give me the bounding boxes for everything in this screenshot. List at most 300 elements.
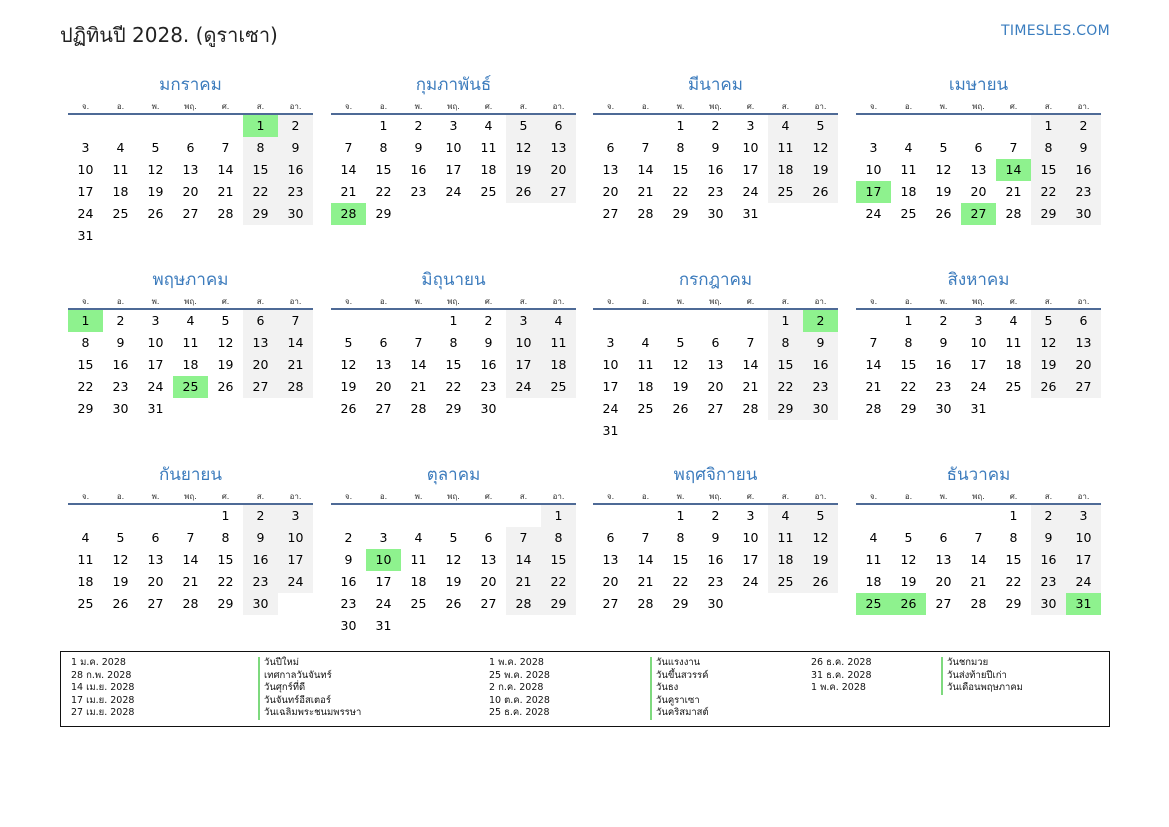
day-cell: 8 — [81, 335, 90, 350]
legend-holiday-name: วันคูราเซา — [656, 694, 700, 706]
month-calendar — [593, 265, 838, 442]
day-cell: 29 — [768, 398, 803, 420]
day-blank — [436, 505, 471, 527]
legend-date: 17 เม.ย. 2028 — [71, 694, 135, 706]
holiday-day-cell: 1 — [243, 115, 278, 137]
day-cell: 9 — [278, 137, 313, 159]
day-cell: 9 — [711, 140, 720, 155]
day-cell: 9 — [1031, 527, 1066, 549]
day-cell: 16 — [340, 574, 357, 589]
day-cell: 15 — [672, 552, 689, 567]
day-cell: 8 — [243, 137, 278, 159]
day-cell: 17 — [147, 357, 164, 372]
day-cell: 25 — [77, 596, 94, 611]
day-cell: 18 — [768, 159, 803, 181]
day-cell: 11 — [768, 137, 803, 159]
day-cell: 14 — [410, 357, 427, 372]
day-cell: 16 — [112, 357, 129, 372]
day-cell: 26 — [803, 181, 838, 203]
day-cell: 12 — [935, 162, 952, 177]
weekday-label: อา. — [552, 492, 565, 501]
day-cell: 7 — [506, 527, 541, 549]
day-cell: 13 — [935, 552, 952, 567]
day-cell: 7 — [344, 140, 353, 155]
weekday-label: ศ. — [1009, 297, 1018, 306]
day-grid — [331, 505, 576, 637]
weekday-label: พฤ. — [709, 297, 722, 306]
legend-holiday-name: วันจันทร์อีสเตอร์ — [264, 694, 331, 706]
day-cell: 21 — [182, 574, 199, 589]
day-blank — [733, 310, 768, 332]
day-cell: 6 — [939, 530, 948, 545]
legend-holiday-name: วันชกมวย — [947, 657, 989, 668]
day-cell: 21 — [410, 379, 427, 394]
day-cell: 4 — [414, 530, 423, 545]
weekday-label: จ. — [344, 297, 353, 306]
day-cell: 11 — [1005, 335, 1022, 350]
month-calendar — [856, 460, 1101, 615]
weekday-header — [856, 295, 1101, 310]
day-cell: 18 — [182, 357, 199, 372]
day-cell: 14 — [637, 552, 654, 567]
weekday-label: ส. — [519, 492, 528, 501]
day-blank — [366, 505, 401, 527]
weekday-label: พ. — [676, 297, 685, 306]
day-cell: 12 — [803, 527, 838, 549]
day-cell: 10 — [278, 527, 313, 549]
day-blank — [628, 310, 663, 332]
day-cell: 17 — [970, 357, 987, 372]
day-grid — [331, 310, 576, 420]
day-blank — [593, 310, 628, 332]
day-cell: 13 — [147, 552, 164, 567]
weekday-header — [68, 100, 313, 115]
day-cell: 5 — [221, 313, 230, 328]
day-cell: 10 — [506, 332, 541, 354]
day-cell: 27 — [182, 206, 199, 221]
day-cell: 8 — [768, 332, 803, 354]
day-cell: 22 — [672, 184, 689, 199]
day-cell: 7 — [974, 530, 983, 545]
legend-holiday-name: วันขึ้นสวรรค์ — [656, 669, 709, 681]
weekday-label: พ. — [939, 102, 948, 111]
day-cell: 17 — [742, 552, 759, 567]
weekday-label: ศ. — [221, 492, 230, 501]
weekday-label: พฤ. — [972, 297, 985, 306]
weekday-label: พฤ. — [184, 492, 197, 501]
day-cell: 12 — [1031, 332, 1066, 354]
day-cell: 15 — [541, 549, 576, 571]
weekday-label: พ. — [414, 492, 423, 501]
day-cell: 12 — [445, 552, 462, 567]
day-cell: 19 — [147, 184, 164, 199]
day-cell: 5 — [506, 115, 541, 137]
day-cell: 31 — [147, 401, 164, 416]
day-cell: 16 — [1066, 159, 1101, 181]
day-cell: 18 — [541, 354, 576, 376]
weekday-label: อ. — [904, 102, 913, 111]
day-cell: 15 — [445, 357, 462, 372]
day-cell: 9 — [344, 552, 353, 567]
day-cell: 24 — [970, 379, 987, 394]
day-cell: 16 — [480, 357, 497, 372]
day-cell: 26 — [1031, 376, 1066, 398]
day-cell: 15 — [375, 162, 392, 177]
legend-date: 26 ธ.ค. 2028 — [811, 657, 872, 668]
day-cell: 30 — [935, 401, 952, 416]
day-cell: 28 — [865, 401, 882, 416]
day-cell: 7 — [641, 530, 650, 545]
day-cell: 24 — [865, 206, 882, 221]
holiday-day-cell: 17 — [856, 181, 891, 203]
weekday-header — [331, 295, 576, 310]
weekday-label: จ. — [344, 492, 353, 501]
day-cell: 17 — [506, 354, 541, 376]
month-title: กุมภาพันธ์ — [415, 75, 492, 95]
day-cell: 19 — [900, 574, 917, 589]
weekday-label: อา. — [814, 492, 827, 501]
weekday-label: ส. — [256, 297, 265, 306]
day-cell: 27 — [147, 596, 164, 611]
day-blank — [996, 115, 1031, 137]
day-cell: 21 — [865, 379, 882, 394]
legend-holiday-name: วันแรงงาน — [656, 657, 701, 668]
day-blank — [506, 505, 541, 527]
day-cell: 21 — [217, 184, 234, 199]
day-cell: 24 — [375, 596, 392, 611]
day-cell: 14 — [217, 162, 234, 177]
day-cell: 16 — [410, 162, 427, 177]
day-grid — [68, 310, 313, 420]
day-cell: 21 — [637, 184, 654, 199]
day-grid — [856, 310, 1101, 420]
day-cell: 25 — [112, 206, 129, 221]
day-cell: 17 — [1066, 549, 1101, 571]
day-cell: 5 — [116, 530, 125, 545]
day-cell: 11 — [77, 552, 94, 567]
day-blank — [68, 505, 103, 527]
weekday-label: ศ. — [1009, 102, 1018, 111]
day-cell: 4 — [186, 313, 195, 328]
day-cell: 6 — [711, 335, 720, 350]
weekday-label: ส. — [1044, 492, 1053, 501]
day-cell: 2 — [939, 313, 948, 328]
day-grid — [68, 505, 313, 615]
day-cell: 2 — [278, 115, 313, 137]
legend-date: 1 พ.ค. 2028 — [811, 682, 866, 693]
day-cell: 6 — [606, 140, 615, 155]
day-cell: 5 — [344, 335, 353, 350]
day-cell: 13 — [182, 162, 199, 177]
day-cell: 4 — [641, 335, 650, 350]
day-cell: 2 — [711, 118, 720, 133]
day-cell: 20 — [935, 574, 952, 589]
day-cell: 23 — [1031, 571, 1066, 593]
day-cell: 23 — [340, 596, 357, 611]
day-cell: 26 — [112, 596, 129, 611]
legend-holiday-name: วันธง — [656, 682, 679, 693]
day-cell: 28 — [182, 596, 199, 611]
month-calendar — [593, 70, 838, 225]
legend-holiday-name: เทศกาลวันจันทร์ — [264, 669, 332, 681]
weekday-label: อ. — [641, 102, 650, 111]
weekday-label: จ. — [869, 102, 878, 111]
day-blank — [926, 115, 961, 137]
day-cell: 11 — [637, 357, 654, 372]
day-cell: 25 — [541, 376, 576, 398]
weekday-label: อ. — [379, 102, 388, 111]
day-cell: 7 — [746, 335, 755, 350]
weekday-label: พฤ. — [184, 297, 197, 306]
day-cell: 4 — [768, 505, 803, 527]
legend-date: 1 พ.ค. 2028 — [489, 657, 544, 668]
day-blank — [208, 115, 243, 137]
day-cell: 5 — [803, 505, 838, 527]
day-cell: 5 — [449, 530, 458, 545]
legend-date: 2 ก.ค. 2028 — [489, 682, 544, 693]
day-cell: 19 — [445, 574, 462, 589]
weekday-label: ศ. — [221, 102, 230, 111]
day-cell: 15 — [217, 552, 234, 567]
weekday-label: พ. — [676, 492, 685, 501]
weekday-label: ส. — [256, 102, 265, 111]
day-blank — [138, 115, 173, 137]
legend-date: 14 เม.ย. 2028 — [71, 682, 135, 693]
day-cell: 2 — [484, 313, 493, 328]
day-cell: 25 — [480, 184, 497, 199]
day-cell: 18 — [768, 549, 803, 571]
day-cell: 24 — [602, 401, 619, 416]
day-cell: 26 — [147, 206, 164, 221]
day-cell: 2 — [1066, 115, 1101, 137]
day-cell: 16 — [1031, 549, 1066, 571]
day-cell: 3 — [278, 505, 313, 527]
day-cell: 14 — [742, 357, 759, 372]
day-cell: 28 — [970, 596, 987, 611]
day-cell: 25 — [637, 401, 654, 416]
day-cell: 2 — [243, 505, 278, 527]
weekday-label: ศ. — [484, 492, 493, 501]
day-cell: 29 — [1005, 596, 1022, 611]
day-cell: 15 — [768, 354, 803, 376]
holiday-day-cell: 27 — [961, 203, 996, 225]
day-cell: 22 — [1005, 574, 1022, 589]
day-cell: 22 — [217, 574, 234, 589]
day-cell: 19 — [1031, 354, 1066, 376]
day-cell: 2 — [711, 508, 720, 523]
weekday-label: อ. — [904, 297, 913, 306]
day-cell: 6 — [541, 115, 576, 137]
day-cell: 24 — [278, 571, 313, 593]
weekday-label: อ. — [379, 297, 388, 306]
day-blank — [856, 115, 891, 137]
day-cell: 28 — [637, 206, 654, 221]
day-cell: 1 — [768, 310, 803, 332]
day-cell: 28 — [1005, 206, 1022, 221]
day-cell: 11 — [182, 335, 199, 350]
day-cell: 17 — [742, 162, 759, 177]
day-cell: 3 — [606, 335, 615, 350]
day-cell: 12 — [217, 335, 234, 350]
day-blank — [103, 115, 138, 137]
day-cell: 10 — [147, 335, 164, 350]
weekday-label: พ. — [414, 102, 423, 111]
holiday-day-cell: 26 — [891, 593, 926, 615]
day-cell: 29 — [77, 401, 94, 416]
weekday-label: พ. — [939, 297, 948, 306]
day-blank — [593, 505, 628, 527]
weekday-label: พฤ. — [972, 102, 985, 111]
day-cell: 28 — [278, 376, 313, 398]
day-cell: 25 — [768, 571, 803, 593]
day-cell: 11 — [541, 332, 576, 354]
day-cell: 29 — [672, 596, 689, 611]
weekday-label: อ. — [641, 297, 650, 306]
day-cell: 20 — [602, 574, 619, 589]
day-cell: 7 — [221, 140, 230, 155]
day-cell: 3 — [746, 508, 755, 523]
legend-date: 25 ธ.ค. 2028 — [489, 707, 550, 718]
day-cell: 31 — [77, 228, 94, 243]
month-calendar — [331, 460, 576, 637]
day-cell: 10 — [445, 140, 462, 155]
day-cell: 2 — [1031, 505, 1066, 527]
day-cell: 6 — [974, 140, 983, 155]
weekday-label: พฤ. — [972, 492, 985, 501]
day-cell: 3 — [746, 118, 755, 133]
weekday-label: อา. — [552, 297, 565, 306]
day-cell: 19 — [672, 379, 689, 394]
legend-names-2 — [650, 657, 709, 720]
day-cell: 6 — [1066, 310, 1101, 332]
weekday-label: จ. — [869, 297, 878, 306]
weekday-label: ส. — [781, 297, 790, 306]
weekday-label: อา. — [1077, 297, 1090, 306]
day-cell: 29 — [672, 206, 689, 221]
day-cell: 7 — [186, 530, 195, 545]
day-cell: 3 — [974, 313, 983, 328]
day-cell: 11 — [900, 162, 917, 177]
day-cell: 20 — [243, 354, 278, 376]
weekday-label: ศ. — [1009, 492, 1018, 501]
weekday-label: อ. — [116, 492, 125, 501]
day-blank — [663, 310, 698, 332]
day-cell: 20 — [480, 574, 497, 589]
day-cell: 18 — [637, 379, 654, 394]
day-cell: 4 — [541, 310, 576, 332]
weekday-label: ศ. — [746, 297, 755, 306]
day-cell: 4 — [484, 118, 493, 133]
day-cell: 17 — [278, 549, 313, 571]
day-cell: 27 — [602, 596, 619, 611]
day-cell: 28 — [637, 596, 654, 611]
legend-dates-2 — [489, 657, 550, 720]
day-cell: 17 — [445, 162, 462, 177]
day-cell: 24 — [1066, 571, 1101, 593]
weekday-label: พฤ. — [447, 102, 460, 111]
day-cell: 10 — [602, 357, 619, 372]
day-cell: 20 — [182, 184, 199, 199]
day-blank — [331, 505, 366, 527]
month-title: มีนาคม — [688, 75, 743, 95]
day-grid — [593, 310, 838, 442]
day-cell: 11 — [865, 552, 882, 567]
day-cell: 14 — [278, 332, 313, 354]
day-cell: 5 — [1031, 310, 1066, 332]
day-cell: 11 — [410, 552, 427, 567]
day-cell: 15 — [1031, 159, 1066, 181]
day-cell: 9 — [414, 140, 423, 155]
weekday-label: พ. — [939, 492, 948, 501]
day-cell: 14 — [865, 357, 882, 372]
day-cell: 30 — [803, 398, 838, 420]
day-cell: 20 — [541, 159, 576, 181]
holiday-day-cell: 31 — [1066, 593, 1101, 615]
day-cell: 8 — [1009, 530, 1018, 545]
day-cell: 23 — [410, 184, 427, 199]
day-cell: 1 — [904, 313, 913, 328]
day-cell: 18 — [1005, 357, 1022, 372]
day-cell: 27 — [1066, 376, 1101, 398]
day-cell: 20 — [375, 379, 392, 394]
day-cell: 9 — [1066, 137, 1101, 159]
day-cell: 23 — [278, 181, 313, 203]
day-cell: 14 — [970, 552, 987, 567]
day-cell: 27 — [243, 376, 278, 398]
day-cell: 22 — [541, 571, 576, 593]
weekday-label: จ. — [606, 492, 615, 501]
day-cell: 17 — [602, 379, 619, 394]
day-cell: 20 — [970, 184, 987, 199]
weekday-label: จ. — [81, 492, 90, 501]
weekday-header — [331, 490, 576, 505]
day-cell: 22 — [77, 379, 94, 394]
day-cell: 21 — [637, 574, 654, 589]
weekday-label: ส. — [519, 297, 528, 306]
day-cell: 27 — [480, 596, 497, 611]
day-cell: 18 — [112, 184, 129, 199]
month-title: ธันวาคม — [946, 465, 1011, 485]
weekday-label: พฤ. — [709, 492, 722, 501]
day-cell: 1 — [449, 313, 458, 328]
day-cell: 1 — [676, 508, 685, 523]
day-cell: 5 — [904, 530, 913, 545]
day-cell: 9 — [243, 527, 278, 549]
weekday-header — [68, 295, 313, 310]
weekday-header — [593, 490, 838, 505]
day-cell: 23 — [803, 376, 838, 398]
day-cell: 12 — [900, 552, 917, 567]
day-cell: 18 — [480, 162, 497, 177]
weekday-label: อา. — [814, 297, 827, 306]
weekday-header — [856, 490, 1101, 505]
day-cell: 31 — [375, 618, 392, 633]
day-cell: 8 — [676, 140, 685, 155]
day-cell: 16 — [278, 159, 313, 181]
day-cell: 3 — [869, 140, 878, 155]
day-blank — [331, 310, 366, 332]
month-title: กันยายน — [158, 465, 222, 485]
day-cell: 19 — [112, 574, 129, 589]
weekday-label: อา. — [1077, 492, 1090, 501]
day-cell: 20 — [602, 184, 619, 199]
day-cell: 19 — [803, 549, 838, 571]
weekday-label: พ. — [151, 492, 160, 501]
site-link[interactable]: TIMESLES.COM — [1001, 23, 1110, 39]
day-cell: 20 — [707, 379, 724, 394]
day-cell: 2 — [414, 118, 423, 133]
legend-date: 27 เม.ย. 2028 — [71, 707, 135, 718]
